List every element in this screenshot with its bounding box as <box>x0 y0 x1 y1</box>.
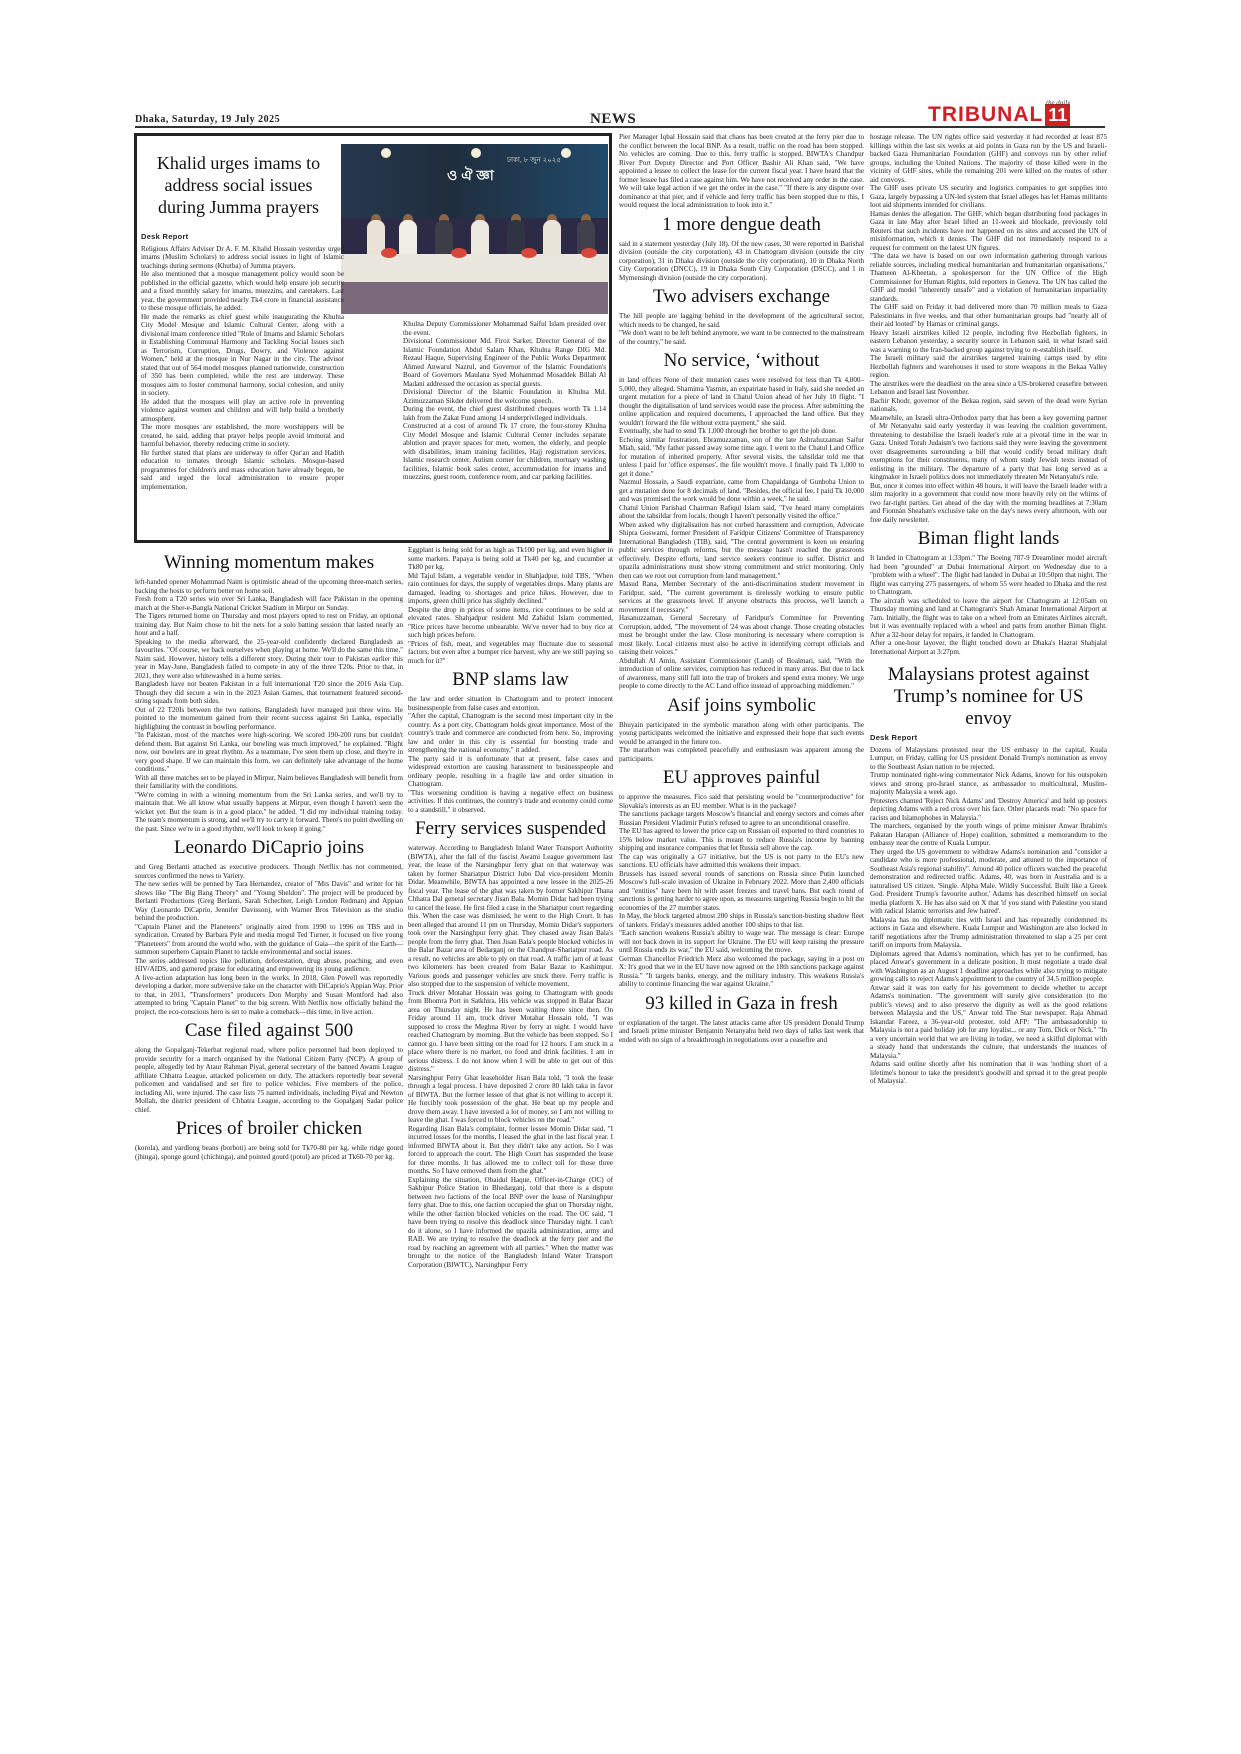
article-headline: BNP slams law <box>452 669 569 690</box>
photo-banner-text: ও ঐ জ্ঞা <box>447 167 494 183</box>
article-headline: No service, ‘without <box>663 350 820 371</box>
logo-tagline: the daily <box>1046 99 1071 107</box>
logo-name: TRIBUNAL <box>928 103 1044 126</box>
article-headline: Biman flight lands <box>917 528 1060 549</box>
article-byline: Desk Report <box>870 733 918 742</box>
page-date: Dhaka, Saturday, 19 July 2025 <box>135 114 281 125</box>
newspaper-logo <box>928 99 1071 126</box>
page-number: 11 <box>1045 104 1070 126</box>
article-headline: Asif joins symbolic <box>667 694 816 716</box>
article-headline: 1 more dengue death <box>662 213 821 235</box>
column-3: Pier Manager Iqbal Hossain said that chaos has been created at the ferry pier due to the conflict between the local BNP. As a result, traffic on the road has been stopped. No vehicles are coming. Due to this, ferry traffic is stopped. BIWTA's Chandpur River Port Deputy Director and Port Officer Bashir Ali Khan said, "We have appointed a lessee to collect the lease for the current fiscal year. I have heard that the former lessee has filed a case against him. We have not received any order in the case. We will take legal action if we get the order in the case." "If there is any dispute over dominance at that pier, and if vehicle and ferry traffic has been stopped due to this, I would request the local administration to look into it." 1 more dengue death said in a statement yesterday (July 18). Of the new cases, 30 were reported in Barishal division (outside the city corporation), 43 in Chattogram division (outside the city corporation), 31 in Dhaka division (outside the city corporation), 10 in Dhaka North City Corporation (DNCC), 19 in Dhaka South City Corporation (DSCC), and 1 in Mymensingh division (outside the city corporation). Two advisers exchange The hill people are lagging behind in the development of the agricultural sector, which needs to be changed, he said. "We don't want to be left behind anymore, we want to be connected to the mainstream of the country," he said. No service, ‘without in land offices None of their mutation cases were resolved for less than Tk 4,000–5,000, they alleged. Shamima Yasmin, an expatriate based in Italy, said she needed an urgent mutation for a piece of land in Chatul Union ahead of her July 10 flight. "I thought the digitalisation of land services would ease the process. After submitting the online application and required documents, I approached the land office. But they wouldn't forward the file without extra payment," she said. Eventually, she had to send Tk 1,000 through her brother to get the job done. Echoing similar frustration, Ebramuzzaman, son of the late Ashrafuzzaman Saifur Miah, said, "My father passed away some time ago. I went to the Chatul Land Office for mutation of inherited property. After several visits, the tahsildar told me that unless I paid for 'office expenses', the file wouldn't move. I finally paid Tk 1,000 to get it done." Nazmul Hossain, a Saudi expatriate, came from Chapaldanga of Gunboha Union to get a mutation done for 8 decimals of land. "Besides, the official fee, I paid Tk 10,000 and was promised the work would be done within a week," he said. Chatul Union Parishad Chairman Rafiqul Islam said, "I've heard many complaints about the tahsildar from locals, though I haven't personally visited the office." When asked why digitalisation has not curbed harassment and corruption, Advocate Shipra Goswami, former President of Faridpur Citizens' Committee of Transparency International Bangladesh (TIB), said, "The central government is keen on ensuring public services through reforms, but the message hasn't reached the grassroots effectively. Despite efforts, land service seekers continue to suffer. District and upazila administrations must show strong commitment and strict monitoring. Only then can we root out corruption from land management." Masud Rana, Member Secretary of the anti-discrimination student movement in Faridpur, said, "The current government is tirelessly working to ensure public services at the grassroots level. If anyone obstructs this process, we'll launch a movement if necessary." Hasanuzzaman, General Secretary of Faridpur's Committee for Preventing Corruption, added, "The movement of '24 was about change. Those creating obstacles must be brought under the law. Close monitoring is necessary where corruption is most likely. Local citizens must also be active in identifying corrupt officials and raising their voices." Abdullah Al Amin, Assistant Commissioner (Land) of Boalmari, said, "With the introduction of online services, corruption has reduced in many areas. But due to lack of awareness, many still fall into the trap of brokers and spend extra money. We urge people to come directly to the AC Land office instead of approaching middlemen." Asif joins symbolic Bhuyain participated in the symbolic marathon along with other participants. The young participants welcomed the initiative and expressed their hope that such events would be arranged in the future too. The marathon was completed peacefully and enthusiasm was apparent among the participants. EU approves painful to approve the measures. Fico said that persisting would be "counterproductive" for Slovakia's interests as an EU member. What is in the package? The sanctions package targets Moscow's financial and energy sectors and comes after Russian President Vladimir Putin's refused to agree to an unconditional ceasefire. The EU has agreed to lower the price cap on Russian oil exported to third countries to 15% below market value. This is meant to reduce Russia's income by banning shipping and insurance companies that let Russia sell above the cap. The cap was originally a G7 initiative, but the US is not party to the EU's new sanctions. EU officials have admitted this weakens their impact. Brussels has issued several rounds of sanctions on Russia since Putin launched Moscow's full-scale invasion of Ukraine in February 2022. More than 2,400 officials and "entities" have been hit with asset freezes and travel bans. But each round of sanctions is getting harder to agree upon, as measures targeting Russia begin to hit the economies of the 27 member states. In May, the block targeted almost 200 ships in Russia's sanction-busting shadow fleet of tankers. Friday's measures added another 100 ships to that list. "Each sanction weakens Russia's ability to wage war. The message is clear: Europe will not back down in its support for Ukraine. The EU will keep raising the pressure until Russia ends its war," the EU said, welcoming the move. German Chancellor Friedrich Merz also welcomed the package, saying in a post on X: It's good that we in the EU have now agreed on the 18th sanctions package against Russia." "It targets banks, energy, and the military industry. This weakens Russia's ability to continue financing the war against Ukraine." 93 killed in Gaza in fresh or explanation of the target. The latest attacks came after US president Donald Trump and Israeli prime minister Benjamin Netanyahu held two days of talks last week that ended with no sign of a breakthrough in negotiations over a ceasefire and <box>619 133 864 1044</box>
article-headline: Leonardo DiCaprio joins <box>174 837 364 858</box>
ceiling-light-icon <box>471 148 481 158</box>
article-headline: EU approves painful <box>662 767 821 788</box>
photo-floor <box>341 282 608 314</box>
article-byline: Desk Report <box>141 232 189 241</box>
article-headline: 93 killed in Gaza in fresh <box>645 992 838 1014</box>
article-headline: Two advisers exchange <box>653 286 830 307</box>
photo-stage-banner <box>341 144 608 218</box>
ceiling-light-icon <box>381 148 391 158</box>
column-2: Eggplant is being sold for as high as Tk100 per kg, and even higher in some markets. Papaya is being sold at Tk40 per kg, and cucumber at Tk80 per kg. Md Tajul Islam, a vegetable vendor in Shahjadpur, told TBS, "When rain continues for days, the supply of vegetables drops. Many plants are damaged, leading to shortages and price hikes. However, due to imports, green chilli price has slightly declined." Despite the drop in prices of some items, rice continues to be sold at elevated rates. Shahjadpur resident Md Zahidul Islam commented, "Rice prices have become unbearable. We've never had to buy rice at such high prices before. "Prices of fish, meat, and vegetables may fluctuate due to seasonal factors, but even after a bumper rice harvest, why are we still paying so much for it?" BNP slams law the law and order situation in Chattogram and to protect innocent businesspeople from false cases and extortion. "After the capital, Chattogram is the second most important city in the country. As a port city, Chattogram holds great importance. Most of the country's trade and commerce are conducted from here. So, improving law and order in this city is essential for boosting trade and strengthening the national economy," it added. The party said it is unfortunate that at present, false cases and widespread extortion are causing harassment to businesspeople and ordinary people, resulting in a fragile law and order situation in Chattogram. "This worsening condition is having a negative effect on business activities. If this continues, the country's trade and economy could come to a standstill," it observed. Ferry services suspended waterway. According to Bangladesh Inland Water Transport Authority (BIWTA), after the fall of the fascist Awami League government last year, the lease of the Narsinghpur ferry ghat on that waterway was taken by former Shariatpur District Jubo Dal vice-president Momin Didar. Meanwhile, BIWTA has appointed a new lessee in the 2025-26 fiscal year. The lease of the ghat was taken by former Sakhipur Thana Chhatra Dal general secretary Jisan Bala. Momin Didar had been trying to cancel the lease. He first filed a case in the Shariatpur court regarding this. When the case was dismissed, he went to the High Court. It has been alleged that around 11 pm on Thursday, Momin Didar's supporters took over the Narsinghpur ferry ghat. They chased away Jisan Bala's people from the ferry ghat. Then Jisan Bala's people blocked vehicles in the Balar Bazar area of Bedarganj on the Chandpur-Shariatpur road. As a result, no vehicles are able to ply on that road. A traffic jam of at least two kilometers has been created from Balar Bazar to Kashimpur. Various goods and passenger vehicles are stuck there. Ferry traffic is also stopped due to the suspension of vehicle movement. Truck driver Motahar Hossain was going to Chattogram with goods from Bhomra Port in Satkhira. His vehicle was stopped in Balar Bazar area on Thursday night. He has been waiting there since then. On Friday around 11 am, truck driver Motahar Hossain told, "I was supposed to cross the Meghna River by ferry at night. I would have reached Chattogram by morning. But the vehicle has been stopped. So I cannot go. I have been sitting on the road for 12 hours. I am stuck in a place where there is no market, no food and drink facilities. I am in serious distress. I do not know when I will be able to get out of this distress." Narsinghpur Ferry Ghat leaseholder Jisan Bala told, "I took the lease through a legal process. I have deposited 2 crore 80 lakh taka in favor of BIWTA. But the former lessee of that ghat is not willing to accept it. He forcibly took possession of the ghat. He beat up my people and drove them away. I have invested a lot of money, so I am not willing to leave the ghat. I was forced to block vehicles on the road." Regarding Jisan Bala's complaint, former lessee Momin Didar said, "I incurred losses for the months, I leased the ghat in the last fiscal year. I informed BIWTA about it. But they didn't take any action. So I was forced to approach the court. The High Court has suspended the lease for three months. It has allowed me to collect toll for those three months. So I have removed them from the ghat." Explaining the situation, Obaidul Haque, Officer-in-Charge (OC) of Sakhipur Police Station in Bhedarganj, told that there is a dispute between two factions of the local BNP over the lease of Narsinghpur ferry ghat. Due to this, one faction occupied the ghat on Thursday night, while the other faction blocked vehicles on the road. The OC said, "I have been trying to resolve this deadlock since Thursday night. I can't do it alone, so I have informed the upazila administration, army and RAB. We are trying to resolve the deadlock at the ferry pier and the road by reaching an agreement with all parties." When the matter was brought to the notice of the Bangladesh Inland Water Transport Corporation (BIWTC), Narsinghpur Ferry <box>408 546 613 1269</box>
article-headline: Ferry services suspended <box>414 818 606 839</box>
article-khalid-col1: Desk Report Religious Affairs Adviser Dr A. F. M. Khalid Hossain yesterday urged imams (Muslim Scholars) to address social issues in light of Islamic teachings during sermons (Khutba) of Jumma prayers. He also mentioned that a mosque management policy would soon be published in the official gazette, which would help ensure job security and a fixed monthly salary for imams, muezzins, and caretakers. Last year, the government provided nearly Tk4 crore in financial assistance to these mosque officials, he added. He made the remarks as chief guest while inaugurating the Khulna City Model Mosque and Islamic Cultural Center, along with a divisional imam conference titled "Role of Imams and Islamic Scholars in Establishing Communal Harmony and Tackling Social Issues such as Terrorism, Corruption, Drugs, Dowry, and Violence against Women," held at the mosque in Nur Nagar in the city. The advisor stated that out of 564 model mosques planned nationwide, construction of 350 has been completed, while the rest are underway. These mosques aim to foster communal harmony, social cohesion, and unity in society. He added that the mosques will play an active role in preventing violence against women and children and will help build a brotherly atmosphere. The more mosques are established, the more worshippers will be created, he said, adding that prayer helps people avoid immoral and harmful behavior, thereby reducing crime in society. He further stated that plans are underway to offer Qur'an and Hadith education to inmates through Islamic scholars. Mosque-based programmes for children's and mass education have already begun, he said and urged the local administration to ensure proper implementation. <box>141 232 344 491</box>
photo-table <box>341 254 608 282</box>
header-rule <box>135 126 1105 128</box>
article-khalid-headline-block <box>141 146 336 222</box>
event-photo <box>341 144 608 314</box>
article-headline: Khalid urges imams to address social issues during Jumma prayers <box>156 153 321 217</box>
column-1: Winning momentum makes left-handed opener Mohammad Naim is optimistic ahead of the upcoming three-match series, backing the hosts to perform better on home soil. Fresh from a T20 series win over Sri Lanka, Bangladesh will face Pakistan in the opening match at the Sher-e-Bangla National Cricket Stadium in Mirpur on Sunday. The Tigers returned home on Thursday and most players opted to rest on Friday, an optional training day. But Naim chose to hit the nets for a solo batting session that lasted nearly an hour and a half. Speaking to the media afterward, the 25-year-old confidently declared Bangladesh as favourites. "Of course, we back ourselves when playing at home. We'll do the same this time," Naim said. However, history tells a different story. During their tour to Pakistan earlier this year in May-June, Bangladesh failed to compete in any of the three T20s. Prior to that, in 2021, they were also whitewashed in a home series. Bangladesh have not beaten Pakistan in a full international T20 since the 2016 Asia Cup. Though they did secure a win in the 2023 Asian Games, that tournament featured second-string squads from both sides. Out of 22 T20Is between the two nations, Bangladesh have managed just three wins. He pointed to the momentum gained from their recent success against Sri Lanka, especially highlighting the contrast in bowling performance. "In Pakistan, most of the matches were high-scoring. We scored 190-200 runs but couldn't defend them. But against Sri Lanka, our bowling was much improved," he explained. "Right now, our bowlers are in great rhythm. As a teammate, I've seen them up close, and they're in very good shape. If we can maintain this form, we can definitely take advantage of the home conditions." With all three matches set to be played in Mirpur, Naim believes Bangladesh will benefit from their familiarity with the conditions. "We're coming in with a winning momentum from the Sri Lanka series, and we'll try to maintain that. We all know what usually happens at Mirpur, even though I haven't seen the wicket yet. But the team is in a good place," he added. "I did my individual training today. The team's momentum is strong, and we'll try to carry it forward. There's no point dwelling on the past. Since we're in a good rhythm, we'll look to keep it going." Leonardo DiCaprio joins and Greg Berlanti attached as executive producers. Though Netflix has not commented, sources confirmed the news to Variety. The new series will be penned by Tara Hernandez, creator of "Mrs Davis" and writer for hit shows like "The Big Bang Theory" and "Young Sheldon". The project will be produced by Berlanti Productions (Greg Berlanti, Sarah Schechter, Leigh London Redman) and Appian Way (Leonardo DiCaprio, Jennifer Davisson), with Warner Bros Television as the studio behind the production. "Captain Planet and the Planeteers" originally aired from 1990 to 1996 on TBS and in syndication. Created by Barbara Pyle and media mogul Ted Turner, it focused on five young "Planeteers" from around the world who, with the guidance of Gaia—the spirit of the Earth—summon superhero Captain Planet to tackle environmental and social issues. The series addressed topics like pollution, deforestation, drug abuse, poaching, and even HIV/AIDS, and garnered praise for educating and empowering its young audience. A live-action adaptation has long been in the works. In 2018, Glen Powell was reportedly developing a darker, more subversive take on the character with DiCaprio's Appian Way. Prior to that, in 2011, "Transformers" producers Don Murphy and Susan Montford had also attempted to bring "Captain Planet" to the big screen. With Netflix now officially behind the project, the eco-conscious hero is set to make a comeback—this time, in live action. Case filed against 500 along the Gopalganj-Tekerhat regional road, where police personnel had been deployed to provide security for a march organised by the National Citizen Party (NCP). A group of people, allegedly led by Ataur Rahman Piyal, general secretary of the banned Awami League affiliate Chhatra League, attacked policemen on duty. The attackers reportedly beat several policemen and vandalised and set fire to police vehicles. Five members of the police, including Ali, were injured. The case lists 75 named individuals, including Piyal and Newton Mollah, the district president of Chhatra League, according to the Gopalganj Sadar police chief. Prices of broiler chicken (korola), and yardlong beans (borboti) are being sold for Tk70-80 per kg, while ridge gourd (jhinga), sponge gourd (chichinga), and pointed gourd (potol) are priced at Tk60-70 per kg. <box>135 552 403 1161</box>
article-headline: Winning momentum makes <box>163 552 375 573</box>
article-headline: Malaysians protest against Trump’s nominee for US envoy <box>887 664 1090 729</box>
article-headline: Prices of broiler chicken <box>175 1118 363 1139</box>
article-khalid-col2: Khulna Deputy Commissioner Mohammad Saiful Islam presided over the event. Divisional Commissioner Md. Firoz Sarker, Director General of the Islamic Foundation Abdul Salam Khan, Khulna Range DIG Md. Rezaul Haque, Supervising Engineer of the Public Works Department Ahmed Anwarul Nazrul, and Governor of the Islamic Foundation's Board of Governors Maulana Syed Mohammad Mosaddek Billah Al Madani addressed the occasion as special guests. Divisional Director of the Islamic Foundation in Khulna Md. Azimuzzaman Sikder delivered the welcome speech. During the event, the chief guest distributed cheques worth Tk 1.14 lakh from the Zakat Fund among 14 underprivileged individuals. Constructed at a cost of around Tk 17 crore, the four-storey Khulna City Model Mosque and Islamic Cultural Center includes separate ablution and prayer spaces for men, women, the elderly, and people with disabilities, imam training facilities, Hajj registration services, Islamic research center, Autism corner for children, mortuary washing facilities, Islamic book sales center, accommodation for imams and muezzins, guest room, conference room, and car parking facilities. <box>403 320 606 481</box>
section-title: NEWS <box>590 111 637 127</box>
article-headline: Case filed against 500 <box>184 1020 354 1041</box>
column-4: hostage release. The UN rights office said yesterday it had recorded at least 875 killings within the last six weeks at aid points in Gaza run by the US and Israeli-backed Gaza Humanitarian Foundation (GHF) and convoys run by other relief groups, including the United Nations. The majority of those killed were in the vicinity of GHF sites, while the remaining 201 were killed on the routes of other aid convoys. The GHF uses private US security and logistics companies to get supplies into Gaza, largely bypassing a UN-led system that Israel alleges has let Hamas militants loot aid shipments intended for civilians. Hamas denies the allegation. The GHF, which began distributing food packages in Gaza in late May after Israel lifted an 11-week aid blockade, previously told Reuters that such incidents have not happened on its sites and accused the UN of misinformation, which it denies. The GHF did not immediately respond to a request for comment on the latest UN figures. "The data we have is based on our own information gathering through various reliable sources, including medical humanitarian and humanitarian organisations," Thameen Al-Kheetan, a spokesperson for the UN Office of the High Commissioner for Human Rights, told reporters in Geneva. The UN has called the GHF aid model "inherently unsafe" and a violation of humanitarian impartiality standards. The GHF said on Friday it had delivered more than 70 million meals to Gaza Palestinians in five weeks, and that other humanitarian groups had "nearly all of their aid looted" by Hamas or criminal gangs. Heavy Israeli airstrikes killed 12 people, including five Hezbollah fighters, in eastern Lebanon yesterday, a security source in Lebanon said, in what Israel said was a warning to the Iran-backed group against trying to re-establish itself. The Israeli military said the airstrikes targeted training camps used by elite Hezbollah fighters and warehouses it used to store weapons in the Bekaa Valley region. The airstrikes were the deadliest on the area since a US-brokered ceasefire between Lebanon and Israel last November. Bachir Khodr, governor of the Bekaa region, said seven of the dead were Syrian nationals. Meanwhile, an Israeli ultra-Orthodox party that has been a key governing partner of Mr Netanyahu said early yesterday it was leaving the coalition government, threatening to destabilise the Israeli leader's rule at a pivotal time in the war in Gaza. United Torah Judaism's two factions said they were leaving the government over disagreements surrounding a bill that would codify broad military draft exemptions for their constituents, many of whom study Jewish texts instead of enlisting in the military. The departure of a party that has long served as a kingmaker in Israeli politics does not immediately threaten Mr Netanyahu's rule. But, once it comes into effect within 48 hours, it will leave the Israeli leader with a slim majority in a government that could now more heavily rely on the whims of two far-right parties. Get ahead of the day with the morning headlines at 7:30am and Fionnán Sheahan's exclusive take on the day's news every afternoon, with our free daily newsletter. Biman flight lands It landed in Chattogram at 1:33pm." The Boeing 787-9 Dreamliner model aircraft had been "grounded" at Dubai International Airport on Wednesday due to a "problem with a wheel". The flight had landed in Dubai at 10:50pm that night. The flight was carrying 275 passengers, of whom 55 were headed to Dhaka and the rest to Chattogram. The aircraft was scheduled to leave the airport for Chattogram at 12:05am on Thursday morning and land at Chattogram's Shah Amanat International Airport at 7am. Initially, the flight was to take on a wheel from an Emirates Airlines aircraft, but it was eventually replaced with a wheel and parts from another Biman flight. After a 32-hour delay for repairs, it landed in Chattogram. After a one-hour layover, the flight touched down at Dhaka's Hazrat Shahjalal International Airport at 3:27pm. Malaysians protest against Trump’s nominee for US envoy Desk Report Dozens of Malaysians protested near the US embassy in the capital, Kuala Lumpur, on Friday, calling for US president Donald Trump's nomination as envoy to the Southeast Asian nation to be rejected. Trump nominated right-wing commentator Nick Adams, known for his outspoken views and strong pro-Israel stance, as ambassador to multicultural, Muslim-majority Malaysia a week ago. Protesters chanted 'Reject Nick Adams' and 'Destroy America' and held up posters depicting Adams with a red cross over his face. Other placards read: "No space for racists and Islamophobes in Malaysia." The marchers, organised by the youth wings of prime minister Anwar Ibrahim's Pakatan Harapan (Alliance of Hope) coalition, submitted a memorandum to the embassy near the centre of Kuala Lumpur. They urged the US government to withdraw Adams's nomination and "consider a candidate who is more professional, moderate, and attuned to the importance of Southeast Asia's regional stability". Around 40 police officers watched the peaceful demonstration and redirected traffic. Adams, 40, was born in Australia and is a naturalised US citizen. 'Single. Alpha Male. Wildly Successful. Built like a Greek God. President Trump's favourite author,' Adams has described himself on social media platform X. He has also said on X that 'if you stand with Palestine you stand with radical Islamic terrorists and Jew hatred'. Malaysia has no diplomatic ties with Israel and has repeatedly condemned its actions in Gaza and elsewhere. Kuala Lumpur and Washington are also locked in tariff negotiations after the Trump administration threatened to slap a 25 per cent tariff on imports from Malaysia. Diplomats agreed that Adams's nomination, which has yet to be confirmed, has placed Anwar's government in a delicate position. It must negotiate a trade deal with Washington as an August 1 deadline approaches while also trying to mitigate growing calls to reject Adams's appointment to the country of 34.5 million people. Anwar said it was too early for his government to decide whether to accept Adams's nomination. "The government will surely give consideration (to the public's views) and to also preserve the dignity as well as the good relations between Malaysia and the US," Anwar told The Star newspaper. Raja Ahmad Iskandar Fareez, a 36-year-old protester, told AFP: "The ambassadorship to Malaysia is not a paid holiday job for any loyalist... or any Tom, Dick or Nick." "In a very uncertain world that we are living in today, we need a skilful diplomat with a steady hand that understands the culture, that understands the nuances of Malaysia." Adams said online shortly after his nomination that it was 'nothing short of a lifetime's honour to take the president's goodwill and spread it to the great people of Malaysia'. <box>870 133 1107 1085</box>
photo-banner-small: ঢাকা, ৮ জুন ২০২৫ <box>507 157 561 164</box>
ceiling-light-icon <box>561 148 571 158</box>
